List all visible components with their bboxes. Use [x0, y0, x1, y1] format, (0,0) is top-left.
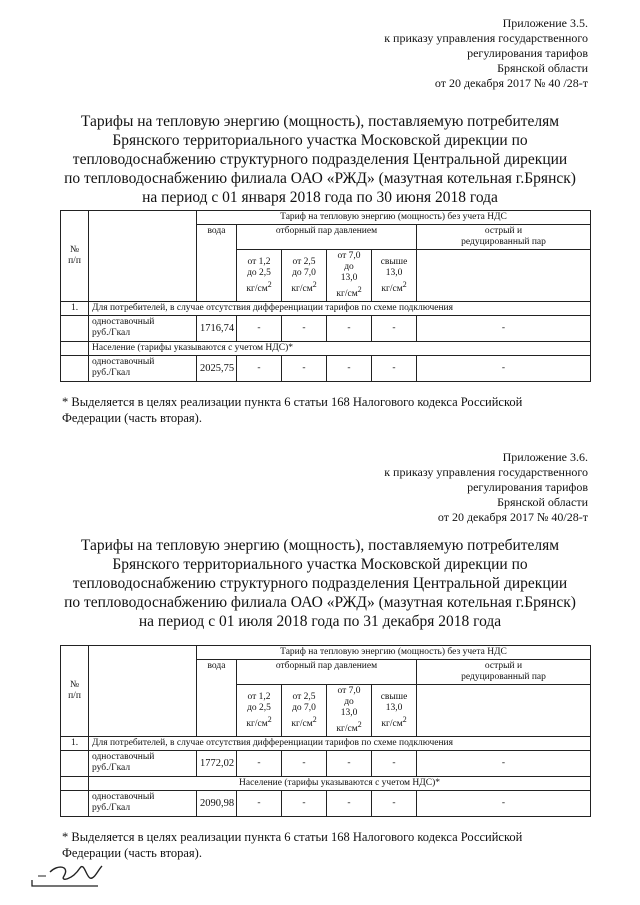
appendix-line: регулирования тарифов — [467, 46, 588, 60]
row-number: 1. — [61, 737, 89, 751]
steam-header: отборный пар давлением — [237, 660, 417, 685]
row-population-label: Население (тарифы указываются с учетом НДС)* — [89, 342, 591, 356]
signature-mark — [28, 846, 138, 890]
empty-hot-steam-cell — [417, 250, 591, 302]
pressure-1-2-to-2-5: от 1,2 до 2,5 $кг/см^2$ — [237, 250, 282, 302]
water-header: вода — [197, 225, 237, 302]
appendix-line: Приложение 3.5. — [502, 16, 588, 30]
population-tariff-value: 2025,75 — [197, 356, 237, 382]
appendix-line: Брянской области — [497, 61, 588, 75]
pressure-7-0-to-13-0: от 7,0 до 13,0 $кг/см^2$ — [327, 685, 372, 737]
num-header: № п/п — [61, 211, 89, 302]
table-row: одноставочный руб./Гкал 2025,75 - - - - - — [61, 356, 591, 382]
pressure-over-13-0: свыше 13,0 $кг/см^2$ — [372, 250, 417, 302]
appendix-line: регулирования тарифов — [467, 480, 588, 494]
tariff-header: Тариф на тепловую энергию (мощность) без учета НДС — [197, 646, 591, 660]
document-title-1 — [40, 112, 600, 207]
tariff-table-2 — [60, 645, 591, 817]
title-line: Брянского территориального участка Московской дирекции по — [112, 556, 528, 573]
row-unit-label: одноставочный руб./Гкал — [89, 791, 197, 817]
row-unit-label: одноставочный руб./Гкал — [89, 751, 197, 777]
title-line: Брянского территориального участка Московской дирекции по — [112, 132, 528, 149]
table-row: одноставочный руб./Гкал 2090,98 - - - - - — [61, 791, 591, 817]
footnote-2: * Выделяется в целях реализации пункта 6 статьи 168 Налогового кодекса Российской Федерации (часть вторая). — [62, 830, 523, 860]
row-consumers-label: Для потребителей, в случае отсутствия дифференциации тарифов по схеме подключения — [89, 737, 591, 751]
num-header: № п/п — [61, 646, 89, 737]
table-row: одноставочный руб./Гкал 1716,74 - - - - - — [61, 316, 591, 342]
row-unit-label: одноставочный руб./Гкал — [89, 316, 197, 342]
title-line: Тарифы на тепловую энергию (мощность), поставляемую потребителям — [80, 113, 560, 130]
row-population-label: Население (тарифы указываются с учетом НДС)* — [89, 777, 591, 791]
appendix-line: Брянской области — [497, 495, 588, 509]
appendix-line: от 20 декабря 2017 № 40 /28-т — [434, 76, 588, 90]
title-line: по тепловодоснабжению филиала ОАО «РЖД» (мазутная котельная г.Брянск) — [64, 170, 576, 187]
empty-hot-steam-cell — [417, 685, 591, 737]
title-line: на период с 01 января 2018 года по 30 июня 2018 года — [142, 189, 498, 206]
appendix-line: к приказу управления государственного — [384, 31, 588, 45]
hot-steam-header: острый и редуцированный пар — [417, 225, 591, 250]
title-line: на период с 01 июля 2018 года по 31 декабря 2018 года — [138, 613, 502, 630]
population-tariff-value: 2090,98 — [197, 791, 237, 817]
appendix-line: от 20 декабря 2017 № 40/28-т — [437, 510, 588, 524]
row-number: 1. — [61, 302, 89, 316]
appendix-header-1 — [384, 16, 588, 91]
appendix-line: Приложение 3.6. — [502, 450, 588, 464]
pressure-2-5-to-7-0: от 2,5 до 7,0 $кг/см^2$ — [282, 250, 327, 302]
empty-header-cell — [89, 211, 197, 302]
title-line: Тарифы на тепловую энергию (мощность), поставляемую потребителям — [80, 537, 560, 554]
title-line: тепловодоснабжению структурного подразделения Центральной дирекции — [72, 575, 568, 592]
pressure-over-13-0: свыше 13,0 $кг/см^2$ — [372, 685, 417, 737]
row-unit-label: одноставочный руб./Гкал — [89, 356, 197, 382]
water-tariff-value: 1772,02 — [197, 751, 237, 777]
empty-header-cell — [89, 646, 197, 737]
table-row: одноставочный руб./Гкал 1772,02 - - - - - — [61, 751, 591, 777]
hot-steam-header: острый и редуцированный пар — [417, 660, 591, 685]
water-tariff-value: 1716,74 — [197, 316, 237, 342]
document-title-2 — [40, 536, 600, 631]
pressure-7-0-to-13-0: от 7,0 до 13,0 $кг/см^2$ — [327, 250, 372, 302]
row-consumers-label: Для потребителей, в случае отсутствия дифференциации тарифов по схеме подключения — [89, 302, 591, 316]
title-line: по тепловодоснабжению филиала ОАО «РЖД» (мазутная котельная г.Брянск) — [64, 594, 576, 611]
tariff-table-1 — [60, 210, 591, 382]
appendix-header-2 — [384, 450, 588, 525]
appendix-line: к приказу управления государственного — [384, 465, 588, 479]
footnote-1: * Выделяется в целях реализации пункта 6 статьи 168 Налогового кодекса Российской Федерации (часть вторая). — [62, 395, 523, 425]
title-line: тепловодоснабжению структурного подразделения Центральной дирекции — [72, 151, 568, 168]
pressure-2-5-to-7-0: от 2,5 до 7,0 $кг/см^2$ — [282, 685, 327, 737]
tariff-header: Тариф на тепловую энергию (мощность) без учета НДС — [197, 211, 591, 225]
water-header: вода — [197, 660, 237, 737]
steam-header: отборный пар давлением — [237, 225, 417, 250]
pressure-1-2-to-2-5: от 1,2 до 2,5 $кг/см^2$ — [237, 685, 282, 737]
